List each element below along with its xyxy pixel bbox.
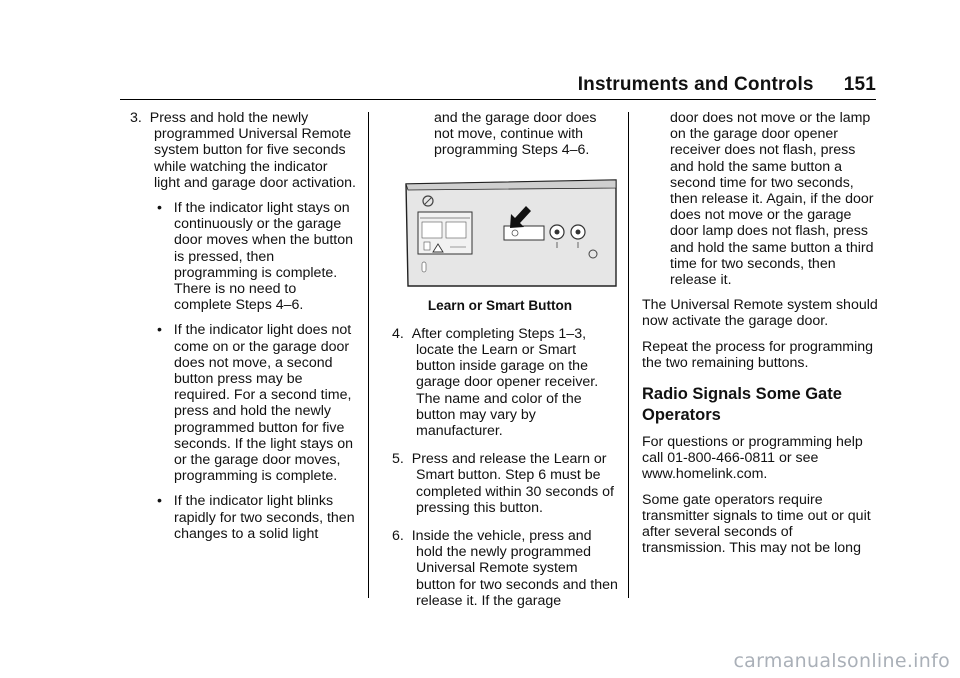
step-number: 3. bbox=[130, 110, 142, 126]
bullet-mark: • bbox=[157, 493, 162, 510]
column-3 bbox=[642, 110, 878, 556]
paragraph: Repeat the process for programming the two remaining buttons. bbox=[642, 338, 874, 371]
step-4 bbox=[382, 326, 618, 439]
bullet-mark: • bbox=[157, 200, 162, 217]
step-3 bbox=[120, 110, 356, 191]
paragraph: The Universal Remote system should now activate the garage door. bbox=[642, 297, 878, 330]
step-5 bbox=[382, 451, 618, 516]
step-6 bbox=[382, 528, 618, 609]
step-6-continued: door does not move or the lamp on the garage door opener receiver does not flash, press and hold the same button a second time for two seconds, then release it. Again, if the door does not move or the garage door lamp does not flash, press and hold the same button a third time for two seconds, then release it. bbox=[670, 110, 874, 289]
step-text: Press and hold the newly programmed Universal Remote system button for five seconds while watching the indicator light and garage door activation. bbox=[149, 110, 356, 191]
column-1 bbox=[120, 110, 356, 542]
paragraph: For questions or programming help call 01-800-466-0811 or see www.homelink.com. bbox=[642, 434, 863, 483]
bullet-mark: • bbox=[157, 322, 162, 339]
figure-caption: Learn or Smart Button bbox=[427, 297, 573, 313]
step-number: 6. bbox=[392, 528, 404, 545]
section-heading: Radio Signals Some Gate Operators bbox=[642, 385, 842, 425]
bullet-text: If the indicator light stays on continuously or the garage door moves when the button is pressed, then programming is complete. There is no need to complete Steps 4–6. bbox=[173, 200, 354, 314]
step-text: Inside the vehicle, press and hold the newly programmed Universal Remote system button for two seconds and then release it. If the garage bbox=[411, 528, 618, 609]
bullet-text: If the indicator light blinks rapidly for two seconds, then changes to a solid light bbox=[173, 493, 355, 542]
column-divider-2 bbox=[628, 112, 629, 598]
column-2 bbox=[382, 110, 618, 609]
step-number: 5. bbox=[392, 451, 404, 468]
section-title: Instruments and Controls bbox=[577, 74, 814, 95]
bullet-item bbox=[120, 200, 356, 313]
learn-button-figure bbox=[394, 176, 618, 288]
bullet-text: If the indicator light does not come on or the garage door does not move, a second button press may be required. For a second time, press and hold the newly programmed button for five seconds. If the light stays on or the garage door moves, programming is complete. bbox=[173, 322, 354, 485]
step-number: 4. bbox=[392, 325, 404, 342]
learn-smart-button bbox=[504, 226, 544, 240]
bullet-item bbox=[120, 493, 356, 542]
step-text: Press and release the Learn or Smart button. Step 6 must be completed within 30 seconds of pressing this button. bbox=[411, 451, 614, 516]
paragraph: Some gate operators require transmitter signals to time out or quit after several seconds of transmission. This may not be long bbox=[642, 491, 871, 557]
page-number: 151 bbox=[843, 74, 876, 95]
column-divider-1 bbox=[368, 112, 369, 598]
page-header bbox=[0, 74, 876, 96]
bullet-list bbox=[120, 200, 356, 542]
garage-opener-illustration bbox=[394, 176, 618, 288]
watermark: carmanualsonline.info bbox=[733, 650, 950, 672]
step-6-continued: and the garage door does not move, continue with programming Steps 4–6. bbox=[434, 110, 597, 159]
header-rule bbox=[120, 99, 876, 100]
step-text: After completing Steps 1–3, locate the Learn or Smart button inside garage on the garage door opener receiver. The name and color of the button may vary by manufacturer. bbox=[411, 325, 599, 440]
bullet-item bbox=[120, 322, 356, 484]
